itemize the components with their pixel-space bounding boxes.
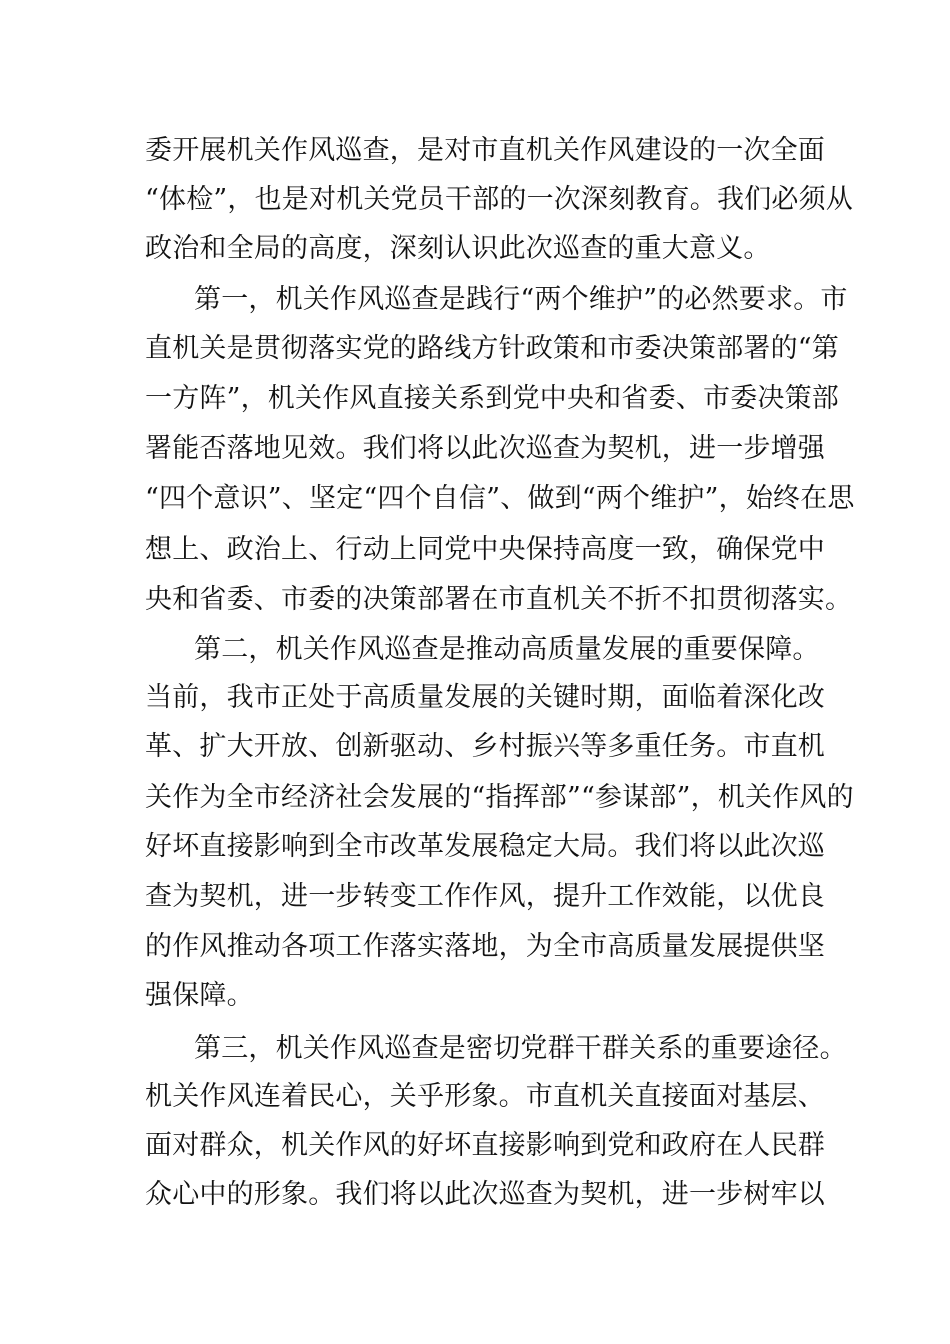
text-line: 强保障。 [145,980,254,1011]
text-line: 关作为全市经济社会发展的“指挥部”“参谋部”，机关作风的 [145,782,854,813]
paragraph-first-line: 第二，机关作风巡查是推动高质量发展的重要保障。 [194,634,820,665]
text-line: 署能否落地见效。我们将以此次巡查为契机，进一步增强 [145,433,825,464]
text-line: 的作风推动各项工作落实落地，为全市高质量发展提供坚 [145,931,825,962]
text-line: 查为契机，进一步转变工作作风，提升工作效能，以优良 [145,881,825,912]
text-line: 政治和全局的高度，深刻认识此次巡查的重大意义。 [145,233,771,264]
text-line: 央和省委、市委的决策部署在市直机关不折不扣贯彻落实。 [145,584,853,615]
text-line: 机关作风连着民心，关乎形象。市直机关直接面对基层、 [145,1081,825,1112]
text-line: “四个意识”、坚定“四个自信”、做到“两个维护”，始终在思 [145,483,855,514]
text-line: 一方阵”，机关作风直接关系到党中央和省委、市委决策部 [145,383,840,414]
text-line: 当前，我市正处于高质量发展的关键时期，面临着深化改 [145,682,825,713]
text-line: 众心中的形象。我们将以此次巡查为契机，进一步树牢以 [145,1179,825,1210]
text-line: “体检”，也是对机关党员干部的一次深刻教育。我们必须从 [145,184,854,215]
text-line: 面对群众，机关作风的好坏直接影响到党和政府在人民群 [145,1130,825,1161]
paragraph-first-line: 第三，机关作风巡查是密切党群干群关系的重要途径。 [194,1033,847,1064]
paragraph-first-line: 第一，机关作风巡查是践行“两个维护”的必然要求。市 [194,284,848,315]
text-line: 革、扩大开放、创新驱动、乡村振兴等多重任务。市直机 [145,731,825,762]
text-line: 直机关是贯彻落实党的路线方针政策和市委决策部署的“第 [145,333,840,364]
text-line: 委开展机关作风巡查，是对市直机关作风建设的一次全面 [145,135,825,166]
text-line: 好坏直接影响到全市改革发展稳定大局。我们将以此次巡 [145,831,825,862]
text-line: 想上、政治上、行动上同党中央保持高度一致，确保党中 [145,534,825,565]
